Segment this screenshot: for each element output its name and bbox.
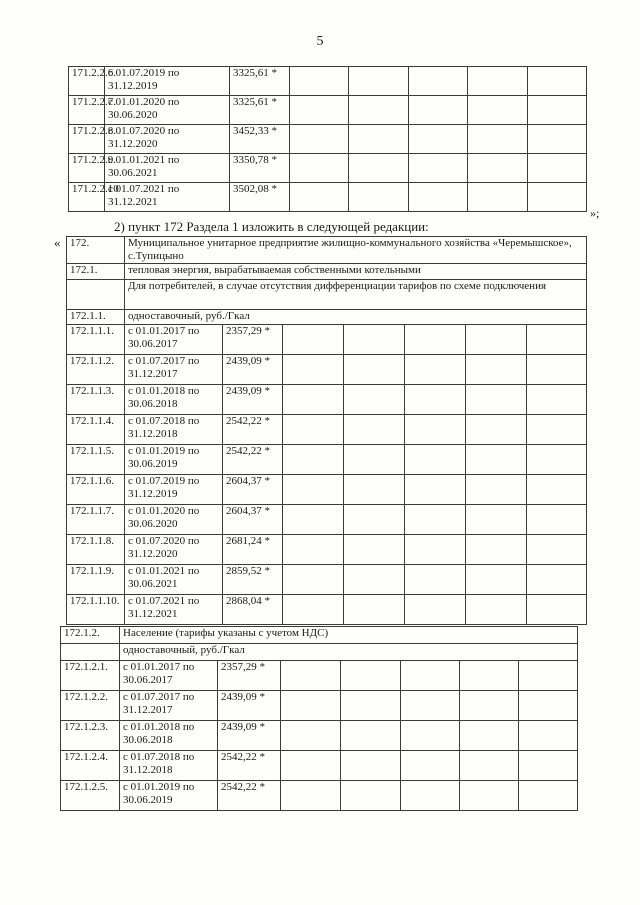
period-cell: с 01.01.2018 по 30.06.2018 — [125, 385, 223, 415]
empty-cell — [283, 325, 344, 355]
empty-cell — [281, 721, 341, 751]
empty-cell — [527, 445, 587, 475]
tariff-value: 2604,37 * — [223, 505, 283, 535]
empty-cell — [409, 96, 468, 125]
empty-cell — [281, 751, 341, 781]
period-cell: с 01.07.2018 по 31.12.2018 — [125, 415, 223, 445]
opening-quote: « — [54, 235, 61, 250]
empty-cell — [519, 781, 578, 811]
empty-cell — [527, 595, 587, 625]
empty-cell — [290, 125, 349, 154]
empty-cell — [344, 325, 405, 355]
empty-cell — [401, 721, 460, 751]
empty-cell — [349, 183, 409, 212]
empty-cell — [528, 125, 587, 154]
tariff-value: 2542,22 * — [218, 781, 281, 811]
tariff-value: 2542,22 * — [223, 415, 283, 445]
empty-cell — [290, 96, 349, 125]
period-cell: с 01.01.2021 по 30.06.2021 — [105, 154, 230, 183]
empty-cell — [409, 183, 468, 212]
empty-cell — [344, 595, 405, 625]
period-cell: с 01.07.2020 по 31.12.2020 — [125, 535, 223, 565]
item-code: 172.1.1.6. — [67, 475, 125, 505]
item-code: 172.1.1.2. — [67, 355, 125, 385]
table-row — [69, 125, 587, 154]
empty-cell — [466, 535, 527, 565]
page-number: 5 — [316, 34, 324, 49]
empty-cell — [527, 415, 587, 445]
period-cell: с 01.01.2019 по 30.06.2019 — [125, 445, 223, 475]
item-code: 172.1.2. — [61, 627, 120, 644]
empty-cell — [341, 661, 401, 691]
table-row — [69, 67, 587, 96]
tariff-value: 3325,61 * — [230, 96, 290, 125]
item-code: 172.1.2.5. — [61, 781, 120, 811]
closing-quote: »; — [590, 206, 600, 220]
item-code: 172.1.1.4. — [67, 415, 125, 445]
tariff-value: 2357,29 * — [223, 325, 283, 355]
period-cell: с 01.07.2021 по 31.12.2021 — [105, 183, 230, 212]
empty-cell — [528, 154, 587, 183]
table-row — [67, 325, 587, 355]
item-code: 172.1. — [67, 264, 125, 280]
empty-cell — [468, 125, 528, 154]
period-cell: с 01.01.2020 по 30.06.2020 — [105, 96, 230, 125]
empty-cell — [341, 781, 401, 811]
empty-cell — [349, 96, 409, 125]
item-description: Население (тарифы указаны с учетом НДС) — [120, 627, 578, 644]
item-code: 171.2.2.6. — [69, 67, 105, 96]
empty-cell — [466, 595, 527, 625]
empty-cell — [519, 691, 578, 721]
empty-cell — [405, 325, 466, 355]
item-code: 172.1.1.3. — [67, 385, 125, 415]
table-row — [67, 505, 587, 535]
tariff-value: 2439,09 * — [223, 355, 283, 385]
empty-cell — [460, 781, 519, 811]
empty-cell — [409, 67, 468, 96]
empty-cell — [341, 751, 401, 781]
empty-cell — [468, 96, 528, 125]
empty-cell — [468, 67, 528, 96]
table-row — [67, 385, 587, 415]
empty-cell — [283, 595, 344, 625]
item-code: 172.1.1.9. — [67, 565, 125, 595]
empty-cell — [283, 475, 344, 505]
item-code: 172.1.1.7. — [67, 505, 125, 535]
empty-cell — [283, 385, 344, 415]
tariff-value: 2604,37 * — [223, 475, 283, 505]
period-cell: с 01.01.2020 по 30.06.2020 — [125, 505, 223, 535]
empty-cell — [527, 355, 587, 385]
item-description: Для потребителей, в случае отсутствия дифференциации тарифов по схеме подключения — [125, 280, 587, 310]
tariff-table-172-1-2 — [60, 626, 578, 811]
empty-cell — [344, 415, 405, 445]
item-code: 172.1.1.5. — [67, 445, 125, 475]
table-row — [67, 595, 587, 625]
table-row — [67, 445, 587, 475]
empty-cell — [460, 751, 519, 781]
item-code: 172.1.2.2. — [61, 691, 120, 721]
empty-cell — [528, 96, 587, 125]
table-row — [67, 355, 587, 385]
period-cell: с 01.07.2020 по 31.12.2020 — [105, 125, 230, 154]
empty-cell — [528, 67, 587, 96]
empty-cell — [405, 565, 466, 595]
item-description: одноставочный, руб./Гкал — [120, 644, 578, 661]
empty-cell — [405, 475, 466, 505]
item-code: 171.2.2.7. — [69, 96, 105, 125]
empty-cell — [290, 154, 349, 183]
table-row — [67, 415, 587, 445]
empty-cell — [527, 475, 587, 505]
empty-cell — [283, 565, 344, 595]
empty-cell — [409, 125, 468, 154]
tariff-value: 2439,09 * — [223, 385, 283, 415]
empty-cell — [401, 691, 460, 721]
item-code: 172.1.2.4. — [61, 751, 120, 781]
period-cell: с 01.01.2018 по 30.06.2018 — [120, 721, 218, 751]
empty-cell — [466, 475, 527, 505]
item-code: 172.1.1. — [67, 310, 125, 325]
empty-cell — [405, 535, 466, 565]
empty-cell — [466, 505, 527, 535]
item-code: 172.1.1.8. — [67, 535, 125, 565]
header-row — [61, 644, 578, 661]
empty-cell — [468, 154, 528, 183]
empty-cell — [281, 661, 341, 691]
empty-cell — [283, 415, 344, 445]
empty-cell — [528, 183, 587, 212]
empty-cell — [466, 325, 527, 355]
empty-cell — [281, 691, 341, 721]
empty-cell — [527, 565, 587, 595]
empty-cell — [405, 505, 466, 535]
header-row — [67, 264, 587, 280]
header-row — [67, 280, 587, 310]
table-row — [67, 565, 587, 595]
empty-cell — [405, 595, 466, 625]
period-cell: с 01.01.2019 по 30.06.2019 — [120, 781, 218, 811]
empty-cell — [460, 691, 519, 721]
empty-cell — [466, 565, 527, 595]
empty-cell — [283, 445, 344, 475]
table-row — [61, 751, 578, 781]
tariff-value: 2439,09 * — [218, 721, 281, 751]
empty-cell — [527, 505, 587, 535]
table-row — [61, 781, 578, 811]
tariff-value: 3452,33 * — [230, 125, 290, 154]
empty-cell — [466, 445, 527, 475]
empty-cell — [290, 67, 349, 96]
empty-cell — [401, 751, 460, 781]
table-row — [69, 154, 587, 183]
item-code: 171.2.2.10 — [69, 183, 105, 212]
period-cell: с 01.07.2017 по 31.12.2017 — [120, 691, 218, 721]
empty-cell — [281, 781, 341, 811]
empty-cell — [349, 125, 409, 154]
empty-cell — [409, 154, 468, 183]
empty-cell — [405, 355, 466, 385]
table-row — [61, 721, 578, 751]
item-code: 172. — [67, 237, 125, 264]
amendment-line: 2) пункт 172 Раздела 1 изложить в следующей редакции: — [114, 219, 429, 234]
tariff-table-171 — [68, 66, 587, 212]
tariff-value: 2542,22 * — [223, 445, 283, 475]
item-code — [61, 644, 120, 661]
item-description: тепловая энергия, вырабатываемая собственными котельными — [125, 264, 587, 280]
period-cell: с 01.07.2018 по 31.12.2018 — [120, 751, 218, 781]
empty-cell — [519, 751, 578, 781]
tariff-value: 3350,78 * — [230, 154, 290, 183]
empty-cell — [341, 691, 401, 721]
empty-cell — [283, 535, 344, 565]
header-row — [67, 237, 587, 264]
empty-cell — [527, 385, 587, 415]
empty-cell — [344, 445, 405, 475]
empty-cell — [466, 415, 527, 445]
period-cell: с 01.01.2017 по 30.06.2017 — [120, 661, 218, 691]
period-cell: с 01.07.2019 по 31.12.2019 — [125, 475, 223, 505]
item-code: 172.1.1.1. — [67, 325, 125, 355]
empty-cell — [283, 355, 344, 385]
empty-cell — [283, 505, 344, 535]
empty-cell — [401, 661, 460, 691]
tariff-value: 2681,24 * — [223, 535, 283, 565]
tariff-value: 2542,22 * — [218, 751, 281, 781]
empty-cell — [527, 325, 587, 355]
item-code: 172.1.2.1. — [61, 661, 120, 691]
empty-cell — [341, 721, 401, 751]
table-row — [61, 691, 578, 721]
empty-cell — [519, 721, 578, 751]
empty-cell — [466, 385, 527, 415]
tariff-value: 2868,04 * — [223, 595, 283, 625]
empty-cell — [344, 475, 405, 505]
empty-cell — [468, 183, 528, 212]
period-cell: с 01.01.2017 по 30.06.2017 — [125, 325, 223, 355]
item-code: 172.1.1.10. — [67, 595, 125, 625]
item-code: 171.2.2.9. — [69, 154, 105, 183]
empty-cell — [466, 355, 527, 385]
period-cell: с 01.07.2017 по 31.12.2017 — [125, 355, 223, 385]
tariff-table-172-1-1 — [66, 236, 587, 625]
tariff-value: 2859,52 * — [223, 565, 283, 595]
empty-cell — [344, 385, 405, 415]
tariff-value: 2357,29 * — [218, 661, 281, 691]
empty-cell — [344, 565, 405, 595]
tariff-value: 3502,08 * — [230, 183, 290, 212]
table-row — [67, 535, 587, 565]
empty-cell — [344, 535, 405, 565]
period-cell: с 01.01.2021 по 30.06.2021 — [125, 565, 223, 595]
header-row — [61, 627, 578, 644]
empty-cell — [290, 183, 349, 212]
item-code — [67, 280, 125, 310]
empty-cell — [349, 154, 409, 183]
empty-cell — [344, 505, 405, 535]
empty-cell — [349, 67, 409, 96]
period-cell: с 01.07.2021 по 31.12.2021 — [125, 595, 223, 625]
item-code: 172.1.2.3. — [61, 721, 120, 751]
empty-cell — [405, 445, 466, 475]
empty-cell — [401, 781, 460, 811]
period-cell: с 01.07.2019 по 31.12.2019 — [105, 67, 230, 96]
header-row — [67, 310, 587, 325]
empty-cell — [527, 535, 587, 565]
empty-cell — [344, 355, 405, 385]
empty-cell — [460, 721, 519, 751]
tariff-value: 2439,09 * — [218, 691, 281, 721]
empty-cell — [460, 661, 519, 691]
empty-cell — [405, 385, 466, 415]
table-row — [69, 183, 587, 212]
table-row — [69, 96, 587, 125]
item-description: Муниципальное унитарное предприятие жилищно-коммунального хозяйства «Черемышское», с.Тупицыно — [125, 237, 587, 264]
empty-cell — [519, 661, 578, 691]
item-description: одноставочный, руб./Гкал — [125, 310, 587, 325]
tariff-value: 3325,61 * — [230, 67, 290, 96]
table-row — [61, 661, 578, 691]
table-row — [67, 475, 587, 505]
item-code: 171.2.2.8. — [69, 125, 105, 154]
empty-cell — [405, 415, 466, 445]
